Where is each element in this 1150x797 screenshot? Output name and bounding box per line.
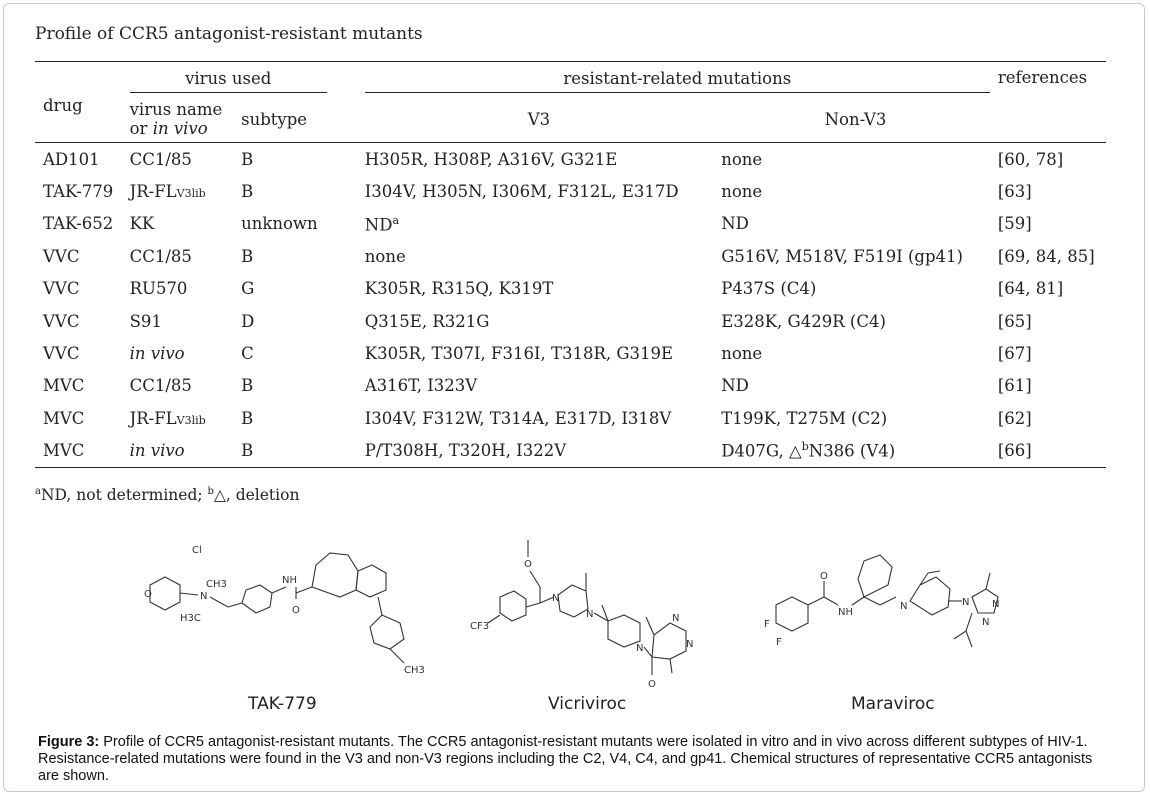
svg-text:N: N	[586, 609, 594, 620]
header-virus-name: virus name or in vivo	[129, 100, 223, 138]
svg-text:N: N	[962, 597, 970, 608]
tak-779-structure	[144, 545, 425, 676]
svg-text:O: O	[524, 559, 532, 570]
header-drug: drug	[43, 96, 83, 115]
table-row: MVC in vivo B P/T308H, T320H, I322V D407G, △$^b$N386 (V4) [66]	[35, 435, 1106, 468]
table-row: MVC JR-FLV3lib B I304V, F312W, T314A, E317D, I318V T199K, T275M (C2) [62]	[43, 408, 1032, 428]
table-row: AD101 CC1/85 B H305R, H308P, A316V, G321E none [60, 78]	[43, 149, 1064, 169]
svg-text:H3C: H3C	[180, 613, 201, 624]
chemical-structures	[120, 535, 1040, 720]
table-row: VVC in vivo C K305R, T307I, F316I, T318R, G319E none [67]	[43, 344, 1032, 364]
header-v3: V3	[527, 109, 551, 129]
table-row: TAK-779 JR-FLV3lib B I304V, H305N, I306M, F312L, E317D none [63]	[43, 182, 1032, 202]
table-row: VVC S91 D Q315E, R321G E328K, G429R (C4) [65]	[43, 311, 1032, 331]
svg-text:CH3: CH3	[404, 665, 425, 676]
figure-caption: Figure 3: Profile of CCR5 antagonist-resistant mutants. The CCR5 antagonist-resistant mutants were isolated in vitro and in vivo across different subtypes of HIV-1. Resistance-related mutations were found in the V3 and non-V3 regions including the C2, V4, C4, and gp41. Chemical structures of representative CCR5 antagonists are shown.	[38, 734, 1093, 784]
mutants-table	[35, 61, 1106, 468]
svg-text:N: N	[686, 639, 694, 650]
svg-text:CF3: CF3	[470, 621, 490, 632]
header-resistant: resistant-related mutations	[357, 62, 990, 97]
table-row: TAK-652 KK unknown $ND^a$ ND [59]	[43, 213, 1032, 235]
table-title: Profile of CCR5 antagonist-resistant mutants	[35, 24, 423, 44]
label-maraviroc: Maraviroc	[851, 694, 935, 714]
svg-text:NH: NH	[282, 575, 297, 586]
svg-text:O: O	[648, 679, 656, 690]
maraviroc-structure	[764, 555, 999, 648]
svg-text:F: F	[776, 637, 782, 648]
vicriviroc-structure	[470, 540, 693, 690]
svg-text:N: N	[992, 599, 1000, 610]
table-row: MVC CC1/85 B A316T, I323V ND [61]	[43, 376, 1032, 396]
label-vicriviroc: Vicriviroc	[548, 694, 627, 714]
table-row: VVC RU570 G K305R, R315Q, K319T P437S (C4) [64, 81]	[43, 279, 1064, 299]
svg-text:N: N	[200, 591, 208, 602]
svg-text:N: N	[672, 613, 680, 624]
svg-text:CH3: CH3	[206, 579, 227, 590]
svg-text:O: O	[820, 571, 828, 582]
header-references: references	[997, 68, 1088, 87]
svg-text:N: N	[982, 617, 990, 628]
label-tak-779: TAK-779	[248, 694, 317, 714]
header-nonv3: Non-V3	[824, 109, 887, 129]
table-footnote: $^a$ND, not determined; $^b$△, deletion	[35, 486, 300, 505]
svg-text:Cl: Cl	[192, 545, 202, 556]
svg-text:NH: NH	[838, 607, 853, 618]
svg-text:O: O	[292, 605, 300, 616]
svg-text:N: N	[636, 643, 644, 654]
header-virus-used: virus used	[122, 62, 327, 97]
header-subtype: subtype	[241, 109, 308, 129]
svg-text:N: N	[552, 593, 560, 604]
svg-text:F: F	[764, 619, 770, 630]
svg-text:N: N	[900, 601, 908, 612]
svg-text:O: O	[144, 589, 152, 600]
table-row: VVC CC1/85 B none G516V, M518V, F519I (gp41) [69, 84, 85]	[43, 246, 1095, 266]
